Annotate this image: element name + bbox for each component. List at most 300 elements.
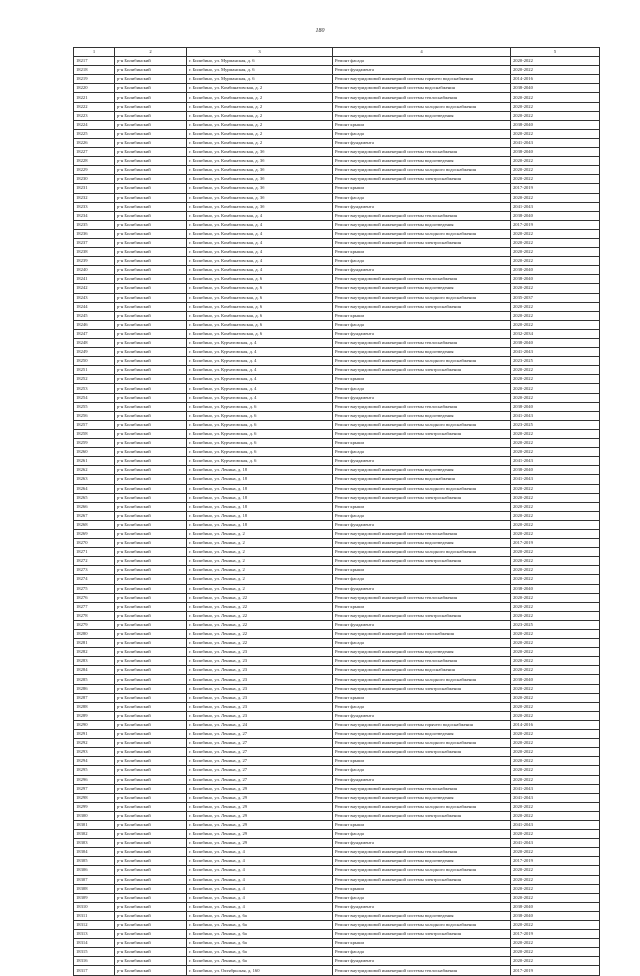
district-cell: р-н Билибинский [115, 320, 187, 329]
row-number-cell: 18309 [74, 893, 115, 902]
work-type-cell: Ремонт внутридомовой инженерной системы холодного водоснабжения [333, 921, 511, 930]
row-number-cell: 18298 [74, 793, 115, 802]
row-number-cell: 18275 [74, 584, 115, 593]
table-row [74, 202, 600, 211]
table-row [74, 457, 600, 466]
district-cell: р-н Билибинский [115, 375, 187, 384]
district-cell: р-н Билибинский [115, 820, 187, 829]
district-cell: р-н Билибинский [115, 475, 187, 484]
period-cell: 2020-2022 [511, 639, 600, 648]
work-type-cell: Ремонт крыши [333, 120, 511, 129]
table-row [74, 429, 600, 438]
period-cell: 2020-2022 [511, 429, 600, 438]
period-cell: 2020-2022 [511, 520, 600, 529]
table-row [74, 257, 600, 266]
period-cell: 2020-2022 [511, 375, 600, 384]
period-cell: 2041-2043 [511, 457, 600, 466]
address-cell: г. Билибино, ул. Ленина, д. 29 [187, 784, 333, 793]
address-cell: г. Билибино, ул. Ленина, д. 27 [187, 757, 333, 766]
work-type-cell: Ремонт внутридомовой инженерной системы электроснабжения [333, 930, 511, 939]
period-cell: 2020-2022 [511, 302, 600, 311]
row-number-cell: 18268 [74, 520, 115, 529]
address-cell: г. Билибино, ул. Комбинатовская, д. 6 [187, 320, 333, 329]
address-cell: г. Билибино, ул. Ленина, д. 23 [187, 693, 333, 702]
period-cell: 2020-2022 [511, 802, 600, 811]
period-cell: 2020-2022 [511, 511, 600, 520]
address-cell: г. Билибино, ул. Ленина, д. 22 [187, 602, 333, 611]
period-cell: 2020-2022 [511, 257, 600, 266]
table-row [74, 284, 600, 293]
row-number-cell: 18281 [74, 639, 115, 648]
row-number-cell: 18293 [74, 748, 115, 757]
period-cell: 2020-2022 [511, 529, 600, 538]
address-cell: г. Билибино, ул. Ленина, д. 4 [187, 857, 333, 866]
column-header: 3 [187, 48, 333, 57]
address-cell: г. Билибино, ул. Ленина, д. 2 [187, 575, 333, 584]
period-cell: 2020-2022 [511, 157, 600, 166]
address-cell: г. Билибино, ул. Комбинатовская, д. 3б [187, 193, 333, 202]
row-number-cell: 18285 [74, 675, 115, 684]
address-cell: г. Билибино, ул. Ленина, д. 23 [187, 675, 333, 684]
address-cell: г. Билибино, ул. Комбинатовская, д. 3б [187, 166, 333, 175]
address-cell: г. Билибино, ул. Ленина, д. 18 [187, 502, 333, 511]
district-cell: р-н Билибинский [115, 302, 187, 311]
address-cell: г. Билибино, ул. Ленина, д. 18 [187, 466, 333, 475]
period-cell: 2038-2040 [511, 84, 600, 93]
row-number-cell: 18315 [74, 948, 115, 957]
period-cell: 2038-2040 [511, 584, 600, 593]
row-number-cell: 18252 [74, 375, 115, 384]
row-number-cell: 18235 [74, 220, 115, 229]
district-cell: р-н Билибинский [115, 293, 187, 302]
work-type-cell: Ремонт внутридомовой инженерной системы электроснабжения [333, 429, 511, 438]
table-row [74, 493, 600, 502]
address-cell: г. Билибино, ул. Ленина, д. 4 [187, 875, 333, 884]
district-cell: р-н Билибинский [115, 502, 187, 511]
address-cell: г. Билибино, ул. Комбинатовская, д. 3б [187, 184, 333, 193]
district-cell: р-н Билибинский [115, 848, 187, 857]
address-cell: г. Билибино, ул. Ленина, д. 29 [187, 839, 333, 848]
work-type-cell: Ремонт внутридомовой инженерной системы горячего водоснабжения [333, 720, 511, 729]
work-type-cell: Ремонт внутридомовой инженерной системы теплоснабжения [333, 966, 511, 975]
row-number-cell: 18261 [74, 457, 115, 466]
address-cell: г. Билибино, ул. Ленина, д. 27 [187, 748, 333, 757]
work-type-cell: Ремонт внутридомовой инженерной системы теплоснабжения [333, 93, 511, 102]
address-cell: г. Билибино, ул. Комбинатовская, д. 6 [187, 293, 333, 302]
address-cell: г. Билибино, ул. Комбинатовская, д. 4 [187, 257, 333, 266]
table-row [74, 411, 600, 420]
work-type-cell: Ремонт внутридомовой инженерной системы водоснабжения [333, 666, 511, 675]
table-row [74, 648, 600, 657]
period-cell: 2020-2022 [511, 593, 600, 602]
row-number-cell: 18267 [74, 511, 115, 520]
district-cell: р-н Билибинский [115, 348, 187, 357]
work-type-cell: Ремонт внутридомовой инженерной системы холодного водоснабжения [333, 420, 511, 429]
period-cell: 2020-2022 [511, 484, 600, 493]
row-number-cell: 18288 [74, 702, 115, 711]
table-row [74, 675, 600, 684]
row-number-cell: 18217 [74, 57, 115, 66]
work-type-cell: Ремонт внутридомовой инженерной системы теплоснабжения [333, 529, 511, 538]
period-cell: 2020-2022 [511, 129, 600, 138]
district-cell: р-н Билибинский [115, 602, 187, 611]
period-cell: 2020-2022 [511, 884, 600, 893]
work-type-cell: Ремонт крыши [333, 375, 511, 384]
address-cell: г. Билибино, ул. Комбинатовская, д. 2 [187, 138, 333, 147]
row-number-cell: 18256 [74, 411, 115, 420]
table-row [74, 557, 600, 566]
district-cell: р-н Билибинский [115, 357, 187, 366]
district-cell: р-н Билибинский [115, 411, 187, 420]
district-cell: р-н Билибинский [115, 957, 187, 966]
district-cell: р-н Билибинский [115, 157, 187, 166]
work-type-cell: Ремонт крыши [333, 757, 511, 766]
table-row [74, 820, 600, 829]
row-number-cell: 18270 [74, 539, 115, 548]
period-cell: 2020-2022 [511, 448, 600, 457]
address-cell: г. Билибино, ул. Ленина, д. 29 [187, 811, 333, 820]
district-cell: р-н Билибинский [115, 584, 187, 593]
district-cell: р-н Билибинский [115, 593, 187, 602]
address-cell: г. Билибино, ул. Ленина, д. 27 [187, 766, 333, 775]
period-cell: 2020-2022 [511, 439, 600, 448]
district-cell: р-н Билибинский [115, 366, 187, 375]
address-cell: г. Билибино, ул. Комбинатовская, д. 6 [187, 284, 333, 293]
period-cell: 2020-2022 [511, 739, 600, 748]
address-cell: г. Билибино, ул. Ленина, д. 2 [187, 529, 333, 538]
address-cell: г. Билибино, ул. Ленина, д. 2 [187, 539, 333, 548]
address-cell: г. Билибино, ул. Ленина, д. 2 [187, 584, 333, 593]
district-cell: р-н Билибинский [115, 238, 187, 247]
period-cell: 2020-2022 [511, 366, 600, 375]
period-cell: 2020-2022 [511, 648, 600, 657]
row-number-cell: 18311 [74, 911, 115, 920]
work-type-cell: Ремонт внутридомовой инженерной системы газоснабжения [333, 630, 511, 639]
district-cell: р-н Билибинский [115, 639, 187, 648]
table-row [74, 593, 600, 602]
address-cell: г. Билибино, ул. Ленина, д. 23 [187, 666, 333, 675]
row-number-cell: 18249 [74, 348, 115, 357]
table-row [74, 911, 600, 920]
period-cell: 2020-2022 [511, 93, 600, 102]
district-cell: р-н Билибинский [115, 730, 187, 739]
period-cell: 2023-2025 [511, 357, 600, 366]
row-number-cell: 18244 [74, 302, 115, 311]
district-cell: р-н Билибинский [115, 466, 187, 475]
period-cell: 2020-2022 [511, 684, 600, 693]
period-cell: 2014-2016 [511, 75, 600, 84]
column-number-row [74, 48, 600, 57]
address-cell: г. Билибино, ул. Ленина, д. 4 [187, 866, 333, 875]
district-cell: р-н Билибинский [115, 702, 187, 711]
table-row [74, 684, 600, 693]
district-cell: р-н Билибинский [115, 884, 187, 893]
table-row [74, 930, 600, 939]
period-cell: 2041-2043 [511, 202, 600, 211]
district-cell: р-н Билибинский [115, 830, 187, 839]
period-cell: 2020-2022 [511, 502, 600, 511]
district-cell: р-н Билибинский [115, 439, 187, 448]
district-cell: р-н Билибинский [115, 548, 187, 557]
table-row [74, 357, 600, 366]
row-number-cell: 18223 [74, 111, 115, 120]
address-cell: г. Билибино, ул. Комбинатовская, д. 2 [187, 120, 333, 129]
table-row [74, 302, 600, 311]
row-number-cell: 18246 [74, 320, 115, 329]
district-cell: р-н Билибинский [115, 184, 187, 193]
table-row [74, 839, 600, 848]
address-cell: г. Билибино, ул. Ленина, д. 23 [187, 648, 333, 657]
district-cell: р-н Билибинский [115, 284, 187, 293]
period-cell: 2041-2043 [511, 475, 600, 484]
district-cell: р-н Билибинский [115, 575, 187, 584]
work-type-cell: Ремонт внутридомовой инженерной системы водоотведения [333, 411, 511, 420]
address-cell: г. Билибино, ул. Курчатовская, д. 6 [187, 448, 333, 457]
table-row [74, 348, 600, 357]
district-cell: р-н Билибинский [115, 711, 187, 720]
table-row [74, 666, 600, 675]
address-cell: г. Билибино, ул. Курчатовская, д. 4 [187, 348, 333, 357]
work-type-cell: Ремонт внутридомовой инженерной системы водоотведения [333, 793, 511, 802]
period-cell: 2020-2022 [511, 766, 600, 775]
work-type-cell: Ремонт внутридомовой инженерной системы электроснабжения [333, 811, 511, 820]
district-cell: р-н Билибинский [115, 657, 187, 666]
address-cell: г. Билибино, ул. Ленина, д. 29 [187, 820, 333, 829]
row-number-cell: 18229 [74, 166, 115, 175]
table-row [74, 529, 600, 538]
address-cell: г. Билибино, ул. Курчатовская, д. 4 [187, 393, 333, 402]
work-type-cell: Ремонт фундамента [333, 329, 511, 338]
address-cell: г. Билибино, ул. Курчатовская, д. 4 [187, 357, 333, 366]
table-row [74, 293, 600, 302]
district-cell: р-н Билибинский [115, 775, 187, 784]
address-cell: г. Билибино, ул. Курчатовская, д. 4 [187, 366, 333, 375]
row-number-cell: 18299 [74, 802, 115, 811]
row-number-cell: 18316 [74, 957, 115, 966]
address-cell: г. Билибино, ул. Ленина, д. 29 [187, 830, 333, 839]
period-cell: 2020-2022 [511, 830, 600, 839]
work-type-cell: Ремонт внутридомовой инженерной системы теплоснабжения [333, 211, 511, 220]
table-row [74, 420, 600, 429]
row-number-cell: 18228 [74, 157, 115, 166]
period-cell: 2038-2040 [511, 266, 600, 275]
work-type-cell: Ремонт внутридомовой инженерной системы холодного водоснабжения [333, 166, 511, 175]
address-cell: г. Билибино, ул. Ленина, д. 23 [187, 684, 333, 693]
period-cell: 2020-2022 [511, 611, 600, 620]
work-type-cell: Ремонт внутридомовой инженерной системы холодного водоснабжения [333, 548, 511, 557]
district-cell: р-н Билибинский [115, 648, 187, 657]
row-number-cell: 18263 [74, 475, 115, 484]
row-number-cell: 18286 [74, 684, 115, 693]
table-row [74, 238, 600, 247]
period-cell: 2041-2043 [511, 793, 600, 802]
table-row [74, 702, 600, 711]
work-type-cell: Ремонт внутридомовой инженерной системы теплоснабжения [333, 593, 511, 602]
period-cell: 2020-2022 [511, 57, 600, 66]
address-cell: г. Билибино, ул. Ленина, д. 22 [187, 611, 333, 620]
work-type-cell: Ремонт крыши [333, 248, 511, 257]
work-type-cell: Ремонт внутридомовой инженерной системы холодного водоснабжения [333, 866, 511, 875]
row-number-cell: 18250 [74, 357, 115, 366]
table-row [74, 148, 600, 157]
district-cell: р-н Билибинский [115, 557, 187, 566]
period-cell: 2038-2040 [511, 275, 600, 284]
table-row [74, 138, 600, 147]
row-number-cell: 18297 [74, 784, 115, 793]
address-cell: г. Билибино, ул. Комбинатовская, д. 3б [187, 157, 333, 166]
row-number-cell: 18264 [74, 484, 115, 493]
work-type-cell: Ремонт фасада [333, 511, 511, 520]
table-row [74, 620, 600, 629]
work-type-cell: Ремонт внутридомовой инженерной системы холодного водоснабжения [333, 357, 511, 366]
district-cell: р-н Билибинский [115, 138, 187, 147]
table-row [74, 757, 600, 766]
row-number-cell: 18306 [74, 866, 115, 875]
address-cell: г. Билибино, ул. Курчатовская, д. 6 [187, 402, 333, 411]
period-cell: 2020-2022 [511, 875, 600, 884]
district-cell: р-н Билибинский [115, 257, 187, 266]
district-cell: р-н Билибинский [115, 202, 187, 211]
table-row [74, 848, 600, 857]
period-cell: 2017-2019 [511, 966, 600, 975]
work-type-cell: Ремонт фасада [333, 257, 511, 266]
table-row [74, 548, 600, 557]
work-type-cell: Ремонт фундамента [333, 839, 511, 848]
period-cell: 2020-2022 [511, 193, 600, 202]
district-cell: р-н Билибинский [115, 784, 187, 793]
table-row [74, 966, 600, 975]
work-type-cell: Ремонт внутридомовой инженерной системы электроснабжения [333, 875, 511, 884]
district-cell: р-н Билибинский [115, 911, 187, 920]
address-cell: г. Билибино, ул. Ленина, д. 29 [187, 802, 333, 811]
work-type-cell: Ремонт внутридомовой инженерной системы теплоснабжения [333, 148, 511, 157]
period-cell: 2041-2043 [511, 411, 600, 420]
table-row [74, 329, 600, 338]
period-cell: 2038-2040 [511, 675, 600, 684]
work-type-cell: Ремонт крыши [333, 502, 511, 511]
district-cell: р-н Билибинский [115, 429, 187, 438]
district-cell: р-н Билибинский [115, 620, 187, 629]
address-cell: г. Билибино, ул. Ленина, д. 18 [187, 520, 333, 529]
row-number-cell: 18317 [74, 966, 115, 975]
row-number-cell: 18225 [74, 129, 115, 138]
period-cell: 2038-2040 [511, 911, 600, 920]
work-type-cell: Ремонт фасада [333, 448, 511, 457]
work-type-cell: Ремонт внутридомовой инженерной системы электроснабжения [333, 493, 511, 502]
table-row [74, 211, 600, 220]
address-cell: г. Билибино, ул. Комбинатовская, д. 6 [187, 302, 333, 311]
district-cell: р-н Билибинский [115, 511, 187, 520]
district-cell: р-н Билибинский [115, 484, 187, 493]
period-cell: 2020-2022 [511, 921, 600, 930]
address-cell: г. Билибино, ул. Комбинатовская, д. 2 [187, 111, 333, 120]
work-type-cell: Ремонт фундамента [333, 66, 511, 75]
table-row [74, 339, 600, 348]
row-number-cell: 18284 [74, 666, 115, 675]
district-cell: р-н Билибинский [115, 66, 187, 75]
district-cell: р-н Билибинский [115, 211, 187, 220]
period-cell: 2017-2019 [511, 220, 600, 229]
table-row [74, 584, 600, 593]
period-cell: 2038-2040 [511, 148, 600, 157]
table-row [74, 957, 600, 966]
row-number-cell: 18307 [74, 875, 115, 884]
row-number-cell: 18226 [74, 138, 115, 147]
table-row [74, 229, 600, 238]
period-cell: 2020-2022 [511, 248, 600, 257]
row-number-cell: 18234 [74, 211, 115, 220]
period-cell: 2017-2019 [511, 930, 600, 939]
address-cell: г. Билибино, ул. Ленина, д. 18 [187, 475, 333, 484]
period-cell: 2017-2019 [511, 857, 600, 866]
table-row [74, 320, 600, 329]
row-number-cell: 18239 [74, 257, 115, 266]
column-header: 1 [74, 48, 115, 57]
district-cell: р-н Билибинский [115, 684, 187, 693]
district-cell: р-н Билибинский [115, 402, 187, 411]
table-row [74, 366, 600, 375]
row-number-cell: 18227 [74, 148, 115, 157]
work-type-cell: Ремонт внутридомовой инженерной системы водоотведения [333, 111, 511, 120]
address-cell: г. Билибино, ул. Комбинатовская, д. 6 [187, 329, 333, 338]
row-number-cell: 18289 [74, 711, 115, 720]
period-cell: 2017-2019 [511, 184, 600, 193]
work-type-cell: Ремонт крыши [333, 693, 511, 702]
district-cell: р-н Билибинский [115, 839, 187, 848]
table-row [74, 66, 600, 75]
work-type-cell: Ремонт фундамента [333, 393, 511, 402]
address-cell: г. Билибино, ул. Ленина, д. 23 [187, 657, 333, 666]
district-cell: р-н Билибинский [115, 666, 187, 675]
table-row [74, 466, 600, 475]
district-cell: р-н Билибинский [115, 757, 187, 766]
address-cell: г. Билибино, ул. Ленина, д. 22 [187, 620, 333, 629]
work-type-cell: Ремонт фундамента [333, 202, 511, 211]
district-cell: р-н Билибинский [115, 857, 187, 866]
address-cell: г. Билибино, ул. Ленина, д. 4 [187, 848, 333, 857]
table-row [74, 720, 600, 729]
work-type-cell: Ремонт внутридомовой инженерной системы электроснабжения [333, 748, 511, 757]
table-row [74, 802, 600, 811]
address-cell: г. Билибино, ул. Ленина, д. 2 [187, 557, 333, 566]
address-cell: г. Билибино, ул. Комбинатовская, д. 4 [187, 220, 333, 229]
row-number-cell: 18259 [74, 439, 115, 448]
district-cell: р-н Билибинский [115, 175, 187, 184]
period-cell: 2020-2022 [511, 630, 600, 639]
work-type-cell: Ремонт внутридомовой инженерной системы водоотведения [333, 539, 511, 548]
period-cell: 2020-2022 [511, 711, 600, 720]
address-cell: г. Билибино, ул. Ленина, д. 18 [187, 484, 333, 493]
district-cell: р-н Билибинский [115, 229, 187, 238]
work-type-cell: Ремонт фундамента [333, 138, 511, 147]
period-cell: 2020-2022 [511, 238, 600, 247]
address-cell: г. Билибино, ул. Комбинатовская, д. 4 [187, 229, 333, 238]
work-type-cell: Ремонт фасада [333, 193, 511, 202]
row-number-cell: 18245 [74, 311, 115, 320]
row-number-cell: 18278 [74, 611, 115, 620]
district-cell: р-н Билибинский [115, 529, 187, 538]
row-number-cell: 18314 [74, 939, 115, 948]
address-cell: г. Билибино, ул. Мурманская, д. 6 [187, 66, 333, 75]
row-number-cell: 18276 [74, 593, 115, 602]
work-type-cell: Ремонт фасада [333, 575, 511, 584]
table-row [74, 57, 600, 66]
work-type-cell: Ремонт внутридомовой инженерной системы электроснабжения [333, 684, 511, 693]
work-type-cell: Ремонт крыши [333, 566, 511, 575]
district-cell: р-н Билибинский [115, 266, 187, 275]
period-cell: 2020-2022 [511, 284, 600, 293]
period-cell: 2014-2016 [511, 720, 600, 729]
